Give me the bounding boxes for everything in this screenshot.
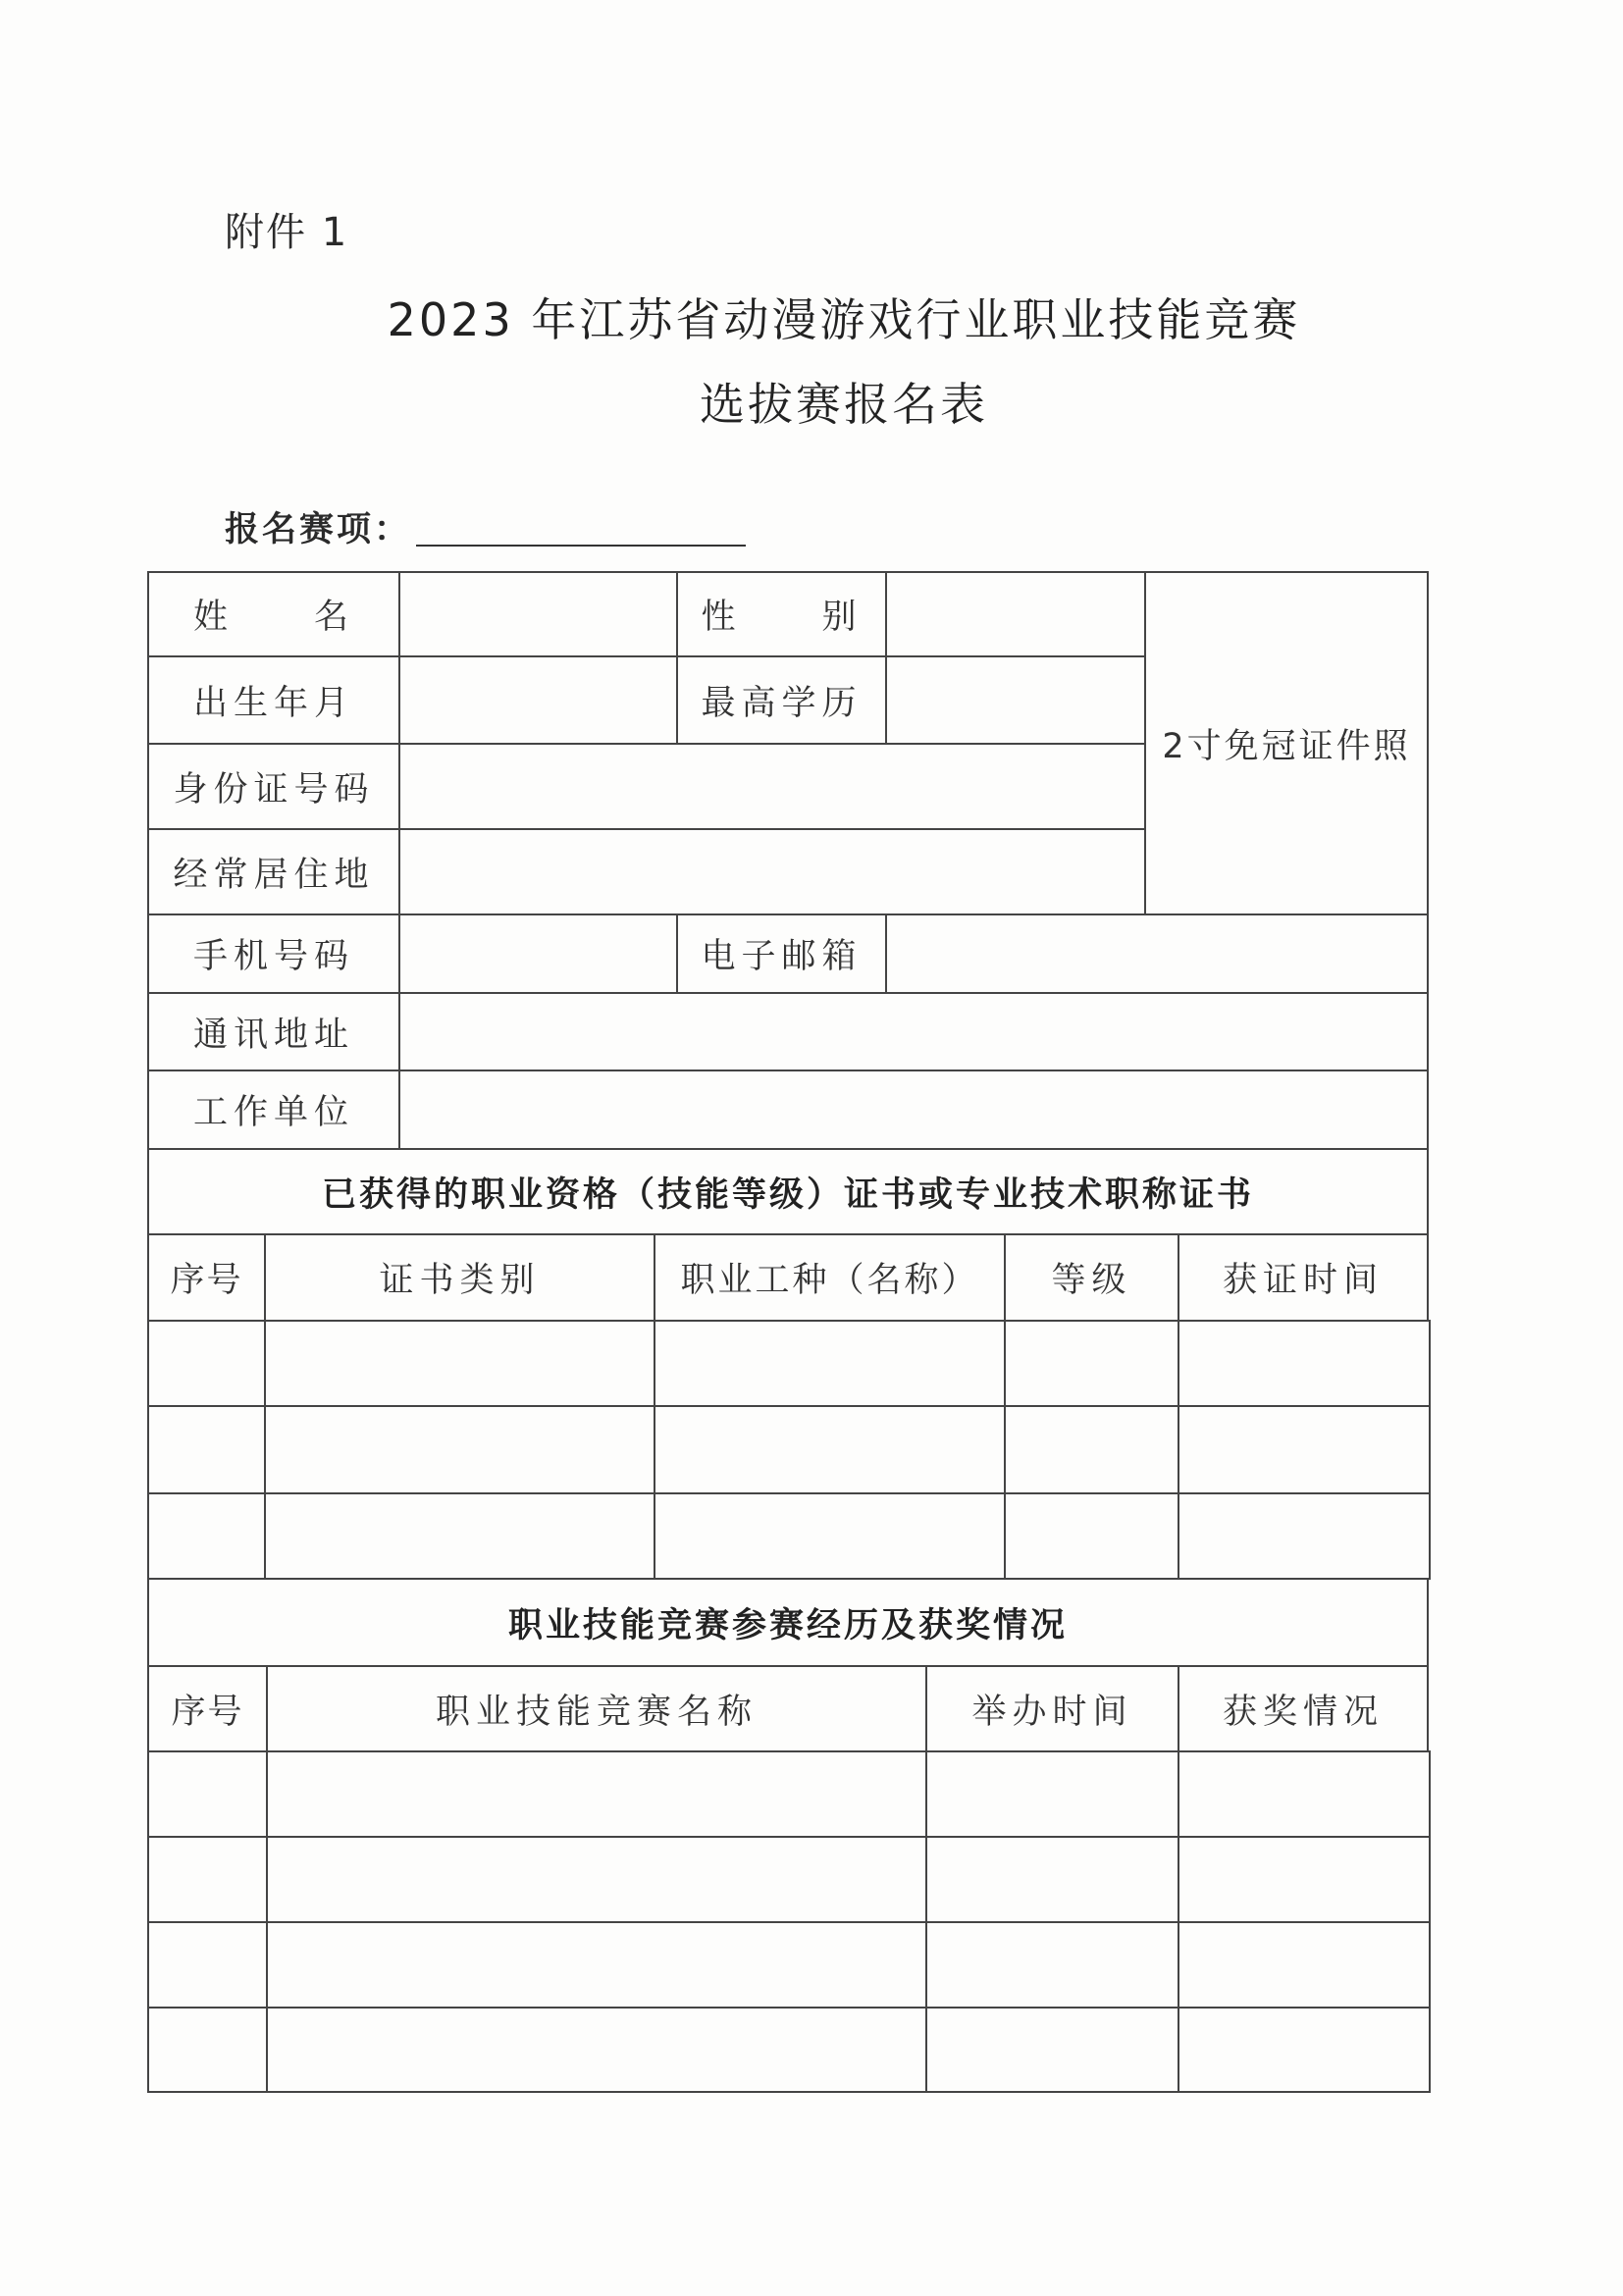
residence-field[interactable] bbox=[398, 828, 1146, 915]
cert-index-cell[interactable] bbox=[147, 1492, 266, 1580]
employer-label: 工作单位 bbox=[147, 1070, 400, 1150]
document-title-line1: 2023 年江苏省动漫游戏行业职业技能竞赛 bbox=[387, 293, 1301, 346]
comp-index-cell[interactable] bbox=[147, 1836, 268, 1923]
document-title-line2: 选拔赛报名表 bbox=[700, 378, 988, 431]
education-field[interactable] bbox=[885, 655, 1146, 745]
comp-date-cell[interactable] bbox=[925, 1836, 1179, 1923]
phone-label: 手机号码 bbox=[147, 913, 400, 994]
education-label: 最高学历 bbox=[676, 655, 887, 745]
birth-field[interactable] bbox=[398, 655, 678, 745]
comp-col-name: 职业技能竞赛名称 bbox=[266, 1665, 927, 1752]
cert-category-cell[interactable] bbox=[264, 1492, 655, 1580]
gender-field[interactable] bbox=[885, 571, 1146, 657]
comp-col-award: 获奖情况 bbox=[1178, 1665, 1429, 1752]
competitions-heading: 职业技能竞赛参赛经历及获奖情况 bbox=[147, 1578, 1429, 1667]
comp-award-cell[interactable] bbox=[1178, 1836, 1431, 1923]
id-number-field[interactable] bbox=[398, 743, 1146, 830]
cert-col-index: 序号 bbox=[147, 1233, 266, 1322]
comp-index-cell[interactable] bbox=[147, 1921, 268, 2009]
attachment-label: 附件 1 bbox=[225, 210, 349, 255]
address-field[interactable] bbox=[398, 992, 1429, 1071]
birth-label: 出生年月 bbox=[147, 655, 400, 745]
address-label: 通讯地址 bbox=[147, 992, 400, 1071]
cert-col-date: 获证时间 bbox=[1178, 1233, 1429, 1322]
event-input-line[interactable] bbox=[416, 545, 746, 547]
name-label: 姓 名 bbox=[147, 571, 400, 657]
cert-category-cell[interactable] bbox=[264, 1405, 655, 1494]
comp-name-cell[interactable] bbox=[266, 1750, 927, 1838]
cert-occupation-cell[interactable] bbox=[654, 1492, 1006, 1580]
email-label: 电子邮箱 bbox=[676, 913, 887, 994]
comp-name-cell[interactable] bbox=[266, 1921, 927, 2009]
id-number-label: 身份证号码 bbox=[147, 743, 400, 830]
comp-col-date: 举办时间 bbox=[925, 1665, 1179, 1752]
name-field[interactable] bbox=[398, 571, 678, 657]
cert-col-occupation: 职业工种（名称） bbox=[654, 1233, 1006, 1322]
cert-index-cell[interactable] bbox=[147, 1320, 266, 1407]
comp-index-cell[interactable] bbox=[147, 1750, 268, 1838]
comp-award-cell[interactable] bbox=[1178, 1750, 1431, 1838]
comp-award-cell[interactable] bbox=[1178, 1921, 1431, 2009]
cert-level-cell[interactable] bbox=[1004, 1320, 1179, 1407]
cert-col-category: 证书类别 bbox=[264, 1233, 655, 1322]
photo-placeholder[interactable]: 2寸免冠证件照 bbox=[1144, 571, 1429, 915]
residence-label: 经常居住地 bbox=[147, 828, 400, 915]
cert-date-cell[interactable] bbox=[1178, 1405, 1431, 1494]
cert-date-cell[interactable] bbox=[1178, 1492, 1431, 1580]
cert-date-cell[interactable] bbox=[1178, 1320, 1431, 1407]
cert-occupation-cell[interactable] bbox=[654, 1405, 1006, 1494]
phone-field[interactable] bbox=[398, 913, 678, 994]
comp-date-cell[interactable] bbox=[925, 1750, 1179, 1838]
event-label: 报名赛项： bbox=[225, 510, 412, 549]
employer-field[interactable] bbox=[398, 1070, 1429, 1150]
certificates-heading: 已获得的职业资格（技能等级）证书或专业技术职称证书 bbox=[147, 1148, 1429, 1235]
comp-date-cell[interactable] bbox=[925, 2007, 1179, 2093]
comp-name-cell[interactable] bbox=[266, 1836, 927, 1923]
cert-index-cell[interactable] bbox=[147, 1405, 266, 1494]
comp-award-cell[interactable] bbox=[1178, 2007, 1431, 2093]
email-field[interactable] bbox=[885, 913, 1429, 994]
gender-label: 性 别 bbox=[676, 571, 887, 657]
cert-level-cell[interactable] bbox=[1004, 1492, 1179, 1580]
comp-date-cell[interactable] bbox=[925, 1921, 1179, 2009]
cert-occupation-cell[interactable] bbox=[654, 1320, 1006, 1407]
comp-col-index: 序号 bbox=[147, 1665, 268, 1752]
cert-level-cell[interactable] bbox=[1004, 1405, 1179, 1494]
cert-col-level: 等级 bbox=[1004, 1233, 1179, 1322]
comp-index-cell[interactable] bbox=[147, 2007, 268, 2093]
comp-name-cell[interactable] bbox=[266, 2007, 927, 2093]
cert-category-cell[interactable] bbox=[264, 1320, 655, 1407]
